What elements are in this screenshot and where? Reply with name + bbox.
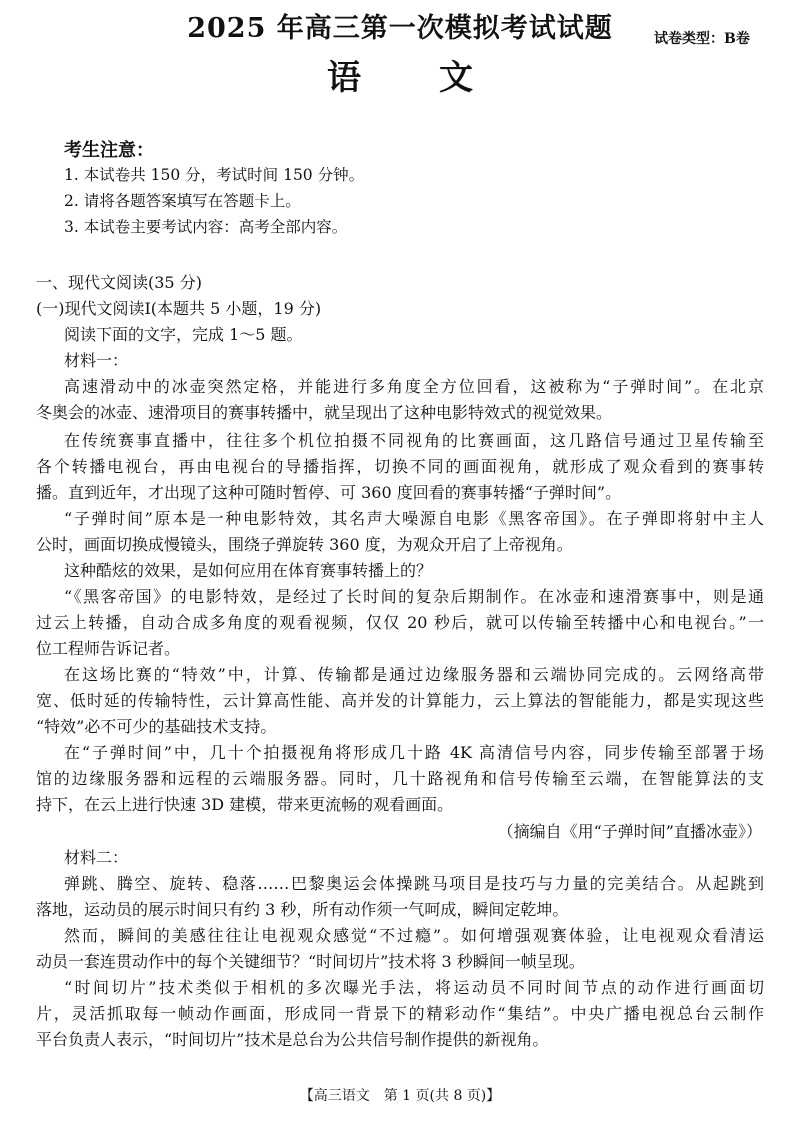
paragraph-line: 这种酷炫的效果，是如何应用在体育赛事转播上的？ xyxy=(64,561,433,580)
material-label: 材料一： xyxy=(64,351,129,370)
paragraph-line: 动员一套连贯动作中的每个关键细节？“时间切片”技术将 3 秒瞬间一帧呈现。 xyxy=(36,952,585,971)
paragraph-line: 宽、低时延的传输特性，云计算高性能、高并发的计算能力，云上算法的智能能力，都是实现这些 xyxy=(36,691,764,710)
paragraph-line: 在“子弹时间”中，几十个拍摄视角将形成几十路 4K 高清信号内容，同步传输至部署于场 xyxy=(64,743,764,762)
paragraph-line: 在这场比赛的“特效”中，计算、传输都是通过边缘服务器和云端协同完成的。云网络高带 xyxy=(64,665,764,684)
paragraph-line: 过云上转播，自动合成多角度的观看视频，仅仅 20 秒后，就可以传输至转播中心和电视台。”一 xyxy=(36,613,764,632)
exam-title: 2025 年高三第一次模拟考试试题 xyxy=(187,13,613,44)
paragraph-line: 落地，运动员的展示时间只有约 3 秒，所有动作须一气呵成，瞬间定乾坤。 xyxy=(36,900,569,919)
section-heading: 一、现代文阅读(35 分) xyxy=(36,273,202,292)
section-instruction: 阅读下面的文字，完成 1～5 题。 xyxy=(64,325,303,344)
paragraph-line: “《黑客帝国》的电影特效，是经过了长时间的复杂后期制作。在冰壶和速滑赛事中，则是通 xyxy=(64,587,764,606)
paragraph-line: “特效”必不可少的基础技术支持。 xyxy=(36,717,277,736)
paper-type-label: 试卷类型：B卷 xyxy=(654,31,750,47)
paragraph-line: 冬奥会的冰壶、速滑项目的赛事转播中，就呈现出了这种电影特效式的视觉效果。 xyxy=(36,403,613,422)
paragraph-line: “时间切片”技术类似于相机的多次曝光手法，将运动员不同时间节点的动作进行画面切 xyxy=(64,978,764,997)
notice-item: 1. 本试卷共 150 分，考试时间 150 分钟。 xyxy=(64,166,365,184)
page-footer: 【高三语文 第 1 页(共 8 页)】 xyxy=(299,1088,501,1104)
paragraph-line: 高速滑动中的冰壶突然定格，并能进行多角度全方位回看，这被称为“子弹时间”。在北京 xyxy=(64,377,764,396)
source-citation: （摘编自《用“子弹时间”直播冰壶》） xyxy=(497,822,762,841)
paragraph-line: “子弹时间”原本是一种电影特效，其名声大噪源自电影《黑客帝国》。在子弹即将射中主人 xyxy=(64,509,764,528)
paragraph-line: 播。直到近年，才出现了这种可随时暂停、可 360 度回看的赛事转播“子弹时间”。 xyxy=(36,483,622,502)
paragraph-line: 位工程师告诉记者。 xyxy=(36,639,181,658)
paragraph-line: 在传统赛事直播中，往往多个机位拍摄不同视角的比赛画面，这几路信号通过卫星传输至 xyxy=(64,431,764,450)
paragraph-line: 各个转播电视台，再由电视台的导播指挥，切换不同的画面视角，就形成了观众看到的赛事转 xyxy=(36,457,764,476)
section-subheading: (一)现代文阅读Ⅰ(本题共 5 小题，19 分) xyxy=(36,299,322,318)
paragraph-line: 然而，瞬间的美感往往让电视观众感觉“不过瘾”。如何增强观赛体验，让电视观众看清运 xyxy=(64,926,764,945)
notice-item: 2. 请将各题答案填写在答题卡上。 xyxy=(64,192,301,210)
subject-title: 语文 xyxy=(327,58,551,98)
paragraph-line: 馆的边缘服务器和远程的云端服务器。同时，几十路视角和信号传输至云端，在智能算法的支 xyxy=(36,769,764,788)
paragraph-line: 弹跳、腾空、旋转、稳落……巴黎奥运会体操跳马项目是技巧与力量的完美结合。从起跳到 xyxy=(64,874,764,893)
paragraph-line: 持下，在云上进行快速 3D 建模，带来更流畅的观看画面。 xyxy=(36,795,454,814)
paragraph-line: 平台负责人表示，“时间切片”技术是总台为公共信号制作提供的新视角。 xyxy=(36,1030,549,1049)
paragraph-line: 片，灵活抓取每一帧动作画面，形成同一背景下的精彩动作“集结”。中央广播电视总台云制作 xyxy=(36,1004,764,1023)
notice-title: 考生注意： xyxy=(64,140,154,161)
material-label: 材料二： xyxy=(64,848,129,867)
paragraph-line: 公时，画面切换成慢镜头，围绕子弹旋转 360 度，为观众开启了上帝视角。 xyxy=(36,535,573,554)
notice-item: 3. 本试卷主要考试内容：高考全部内容。 xyxy=(64,218,348,236)
